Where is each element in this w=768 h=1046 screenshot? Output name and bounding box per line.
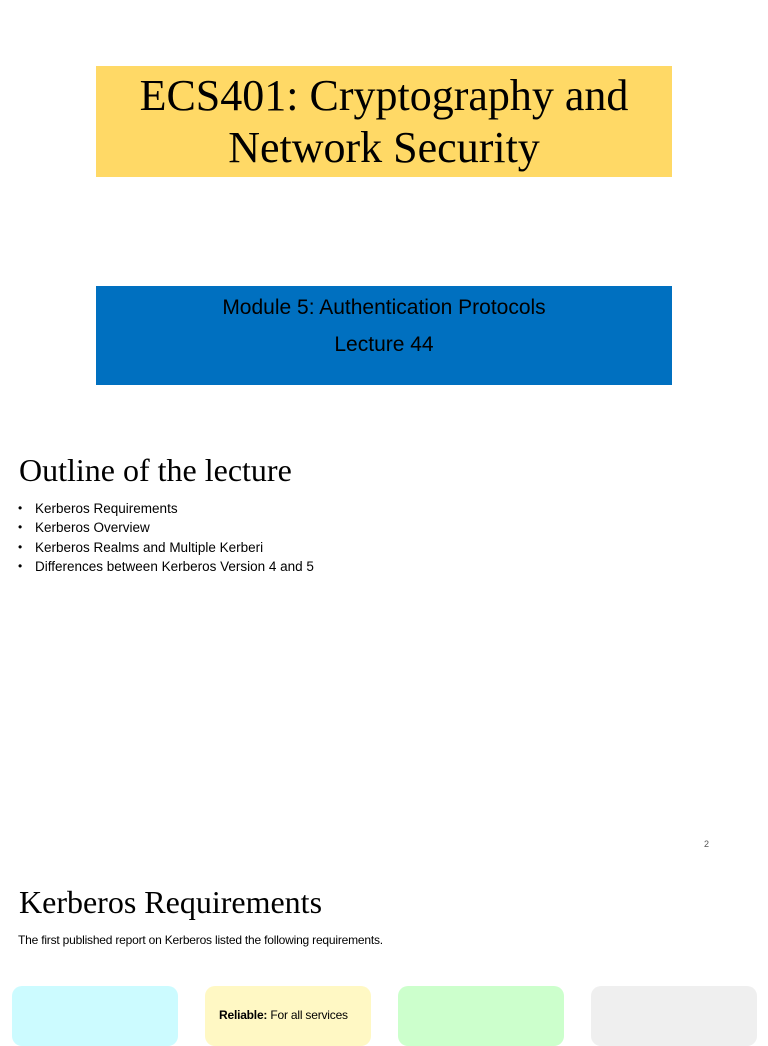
bullet-icon: • <box>18 501 23 515</box>
bullet-icon: • <box>18 558 23 573</box>
outline-list <box>18 499 314 576</box>
requirement-card-description: For all services <box>267 1008 348 1022</box>
bullet-icon: • <box>18 520 23 535</box>
requirement-card-1 <box>12 986 178 1046</box>
list-item-label: Kerberos Overview <box>35 520 150 536</box>
bullet-icon: • <box>18 539 23 554</box>
requirements-heading: Kerberos Requirements <box>19 884 323 920</box>
list-item-label: Kerberos Requirements <box>35 501 178 516</box>
list-item <box>18 557 314 576</box>
list-item <box>18 518 314 537</box>
page-number: 2 <box>704 839 710 849</box>
module-title: Module 5: Authentication Protocols <box>222 296 546 319</box>
module-banner <box>96 286 672 385</box>
requirement-card-label: Reliable: <box>219 1008 268 1022</box>
list-item-label: Differences between Kerberos Version 4 and 5 <box>35 558 314 574</box>
requirement-card-4 <box>591 986 757 1046</box>
course-title-banner <box>96 66 672 177</box>
requirements-intro: The first published report on Kerberos listed the following requirements. <box>18 933 383 947</box>
course-title-line-1: ECS401: Cryptography and <box>139 70 629 120</box>
list-item <box>18 538 314 557</box>
list-item <box>18 499 314 518</box>
list-item-label: Kerberos Realms and Multiple Kerberi <box>35 539 264 555</box>
lecture-number: Lecture 44 <box>334 333 434 356</box>
requirement-card-3 <box>398 986 564 1046</box>
outline-heading: Outline of the lecture <box>19 452 292 488</box>
course-title-line-2: Network Security <box>228 122 540 172</box>
requirement-card-text <box>219 1007 348 1023</box>
requirement-card-reliable <box>205 986 371 1046</box>
